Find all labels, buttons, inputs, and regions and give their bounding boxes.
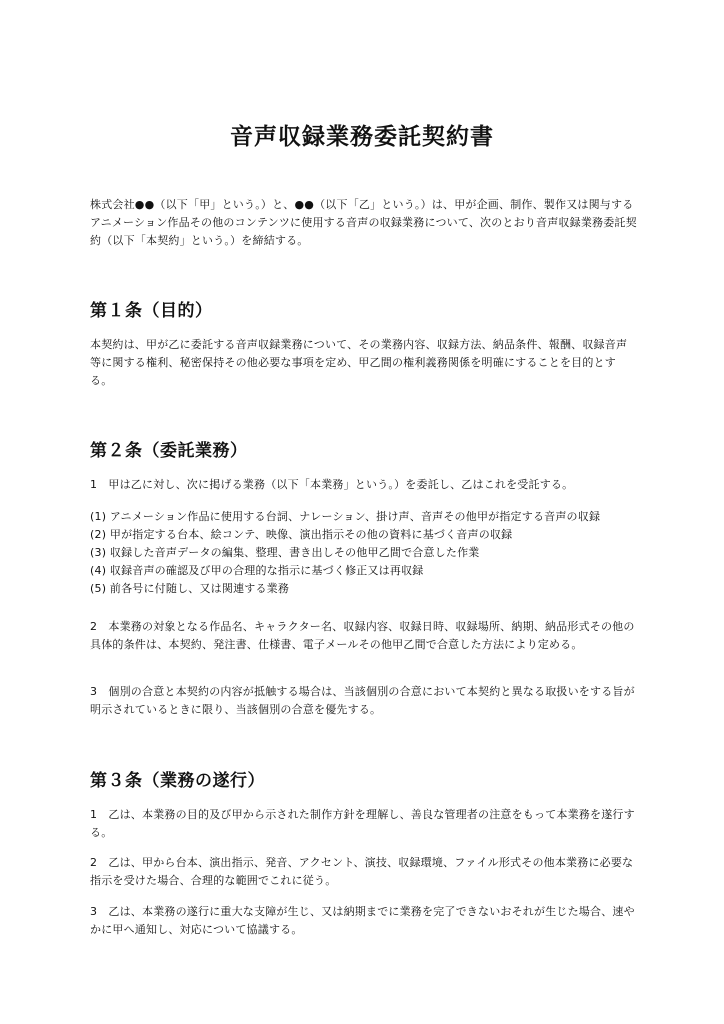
article-1-heading: 第１条（目的） [90, 301, 213, 321]
article-3-paragraph-1: 1 乙は、本業務の目的及び甲から示された制作方針を理解し、善良な管理者の注意をもって本業務を遂行する。 [90, 808, 635, 839]
article-2-item-list [90, 508, 638, 598]
article-2-paragraph-2: 2 本業務の対象となる作品名、キャラクター名、収録内容、収録日時、収録場所、納期、納品形式その他の具体的条件は、本契約、発注書、仕様書、電子メールその他甲乙間で合意した方法により定める。 [90, 620, 635, 651]
list-item: (4) 収録音声の確認及び甲の合理的な指示に基づく修正又は再収録 [90, 564, 424, 577]
list-item: (3) 収録した音声データの編集、整理、書き出しその他甲乙間で合意した作業 [90, 546, 480, 559]
list-item: (2) 甲が指定する台本、絵コンテ、映像、演出指示その他の資料に基づく音声の収録 [90, 528, 513, 541]
article-2-paragraph-1: 1 甲は乙に対し、次に掲げる業務（以下「本業務」という。）を委託し、乙はこれを受託する。 [90, 478, 574, 491]
document-title: 音声収録業務委託契約書 [230, 124, 494, 150]
article-3-paragraph-3: 3 乙は、本業務の遂行に重大な支障が生じ、又は納期までに業務を完了できないおそれが生じた場合、速やかに甲へ通知し、対応について協議する。 [90, 905, 635, 936]
list-item: (1) アニメーション作品に使用する台詞、ナレーション、掛け声、音声その他甲が指定する音声の収録 [90, 510, 601, 523]
article-3-heading: 第３条（業務の遂行） [90, 771, 265, 791]
article-3-paragraph-2: 2 乙は、甲から台本、演出指示、発音、アクセント、演技、収録環境、ファイル形式その他本業務に必要な指示を受けた場合、合理的な範囲でこれに従う。 [90, 856, 634, 887]
article-2-heading: 第２条（委託業務） [90, 441, 248, 461]
list-item: (5) 前各号に付随し、又は関連する業務 [90, 582, 290, 595]
article-1-paragraph: 本契約は、甲が乙に委託する音声収録業務について、その業務内容、収録方法、納品条件、報酬、収録音声等に関する権利、秘密保持その他必要な事項を定め、甲乙間の権利義務関係を明確にすることを目的とする。 [90, 338, 628, 387]
article-2-paragraph-3: 3 個別の合意と本契約の内容が抵触する場合は、当該個別の合意において本契約と異なる取扱いをする旨が明示されているときに限り、当該個別の合意を優先する。 [90, 685, 635, 716]
preamble-paragraph: 株式会社●●（以下「甲」という。）と、●●（以下「乙」という。）は、甲が企画、制作、製作又は関与するアニメーション作品その他のコンテンツに使用する音声の収録業務について、次のとおり音声収録業務委託契約（以下「本契約」という。）を締結する。 [90, 198, 637, 247]
